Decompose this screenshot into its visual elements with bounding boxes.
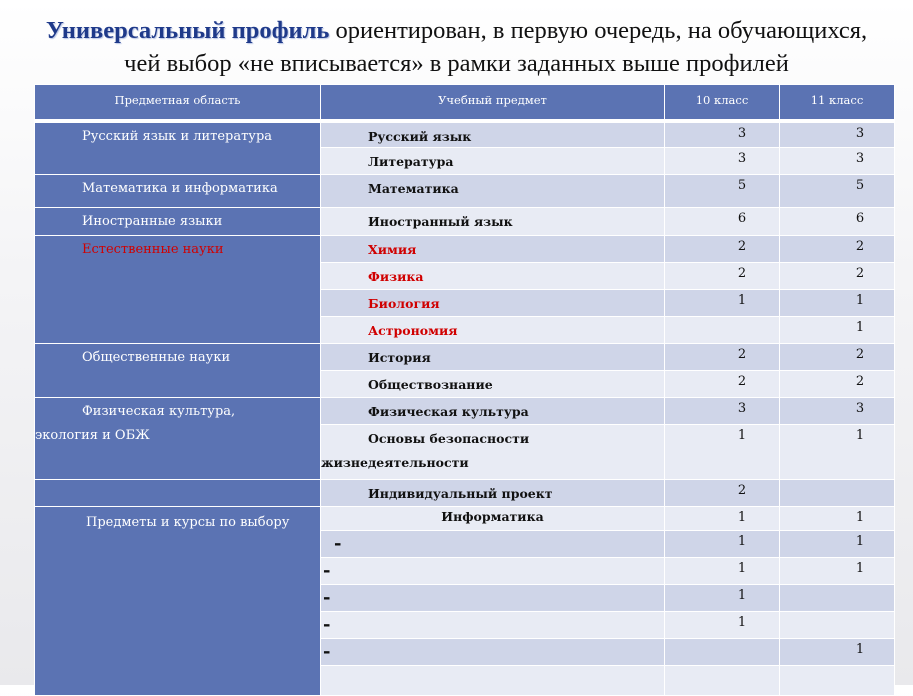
grade-11-cell	[780, 612, 895, 639]
subject-cell: -	[321, 639, 665, 666]
grade-10-cell: 6	[665, 208, 780, 236]
subject-cell: -	[321, 612, 665, 639]
area-russian: Русский язык и литература	[35, 121, 321, 175]
table-row	[35, 121, 895, 148]
subject-cell: Физическая культура	[321, 398, 665, 425]
empty-cell	[321, 666, 665, 696]
table-row	[35, 208, 895, 236]
grade-11-cell: 1	[780, 507, 895, 531]
grade-11-cell	[780, 480, 895, 507]
grade-10-cell	[665, 639, 780, 666]
grade-11-cell: 5	[780, 175, 895, 208]
area-foreign: Иностранные языки	[35, 208, 321, 236]
subject-cell: Индивидуальный проект	[321, 480, 665, 507]
grade-11-cell: 2	[780, 344, 895, 371]
grade-10-cell: 1	[665, 425, 780, 480]
grade-11-cell	[780, 585, 895, 612]
grade-10-cell: 1	[665, 585, 780, 612]
subject-cell: Астрономия	[321, 317, 665, 344]
area-physical-line-2: экология и ОБЖ	[35, 428, 150, 443]
grade-10-cell: 5	[665, 175, 780, 208]
area-physical	[35, 398, 321, 480]
grade-11-cell: 6	[780, 208, 895, 236]
grade-10-cell: 2	[665, 480, 780, 507]
grade-10-cell: 1	[665, 507, 780, 531]
subject-cell: История	[321, 344, 665, 371]
subject-line-1: Основы безопасности	[368, 431, 530, 446]
subject-cell: -	[321, 531, 665, 558]
grade-11-cell: 1	[780, 558, 895, 585]
subject-cell: -	[321, 558, 665, 585]
table-row	[35, 507, 895, 531]
subject-cell: Литература	[321, 148, 665, 175]
grade-11-cell: 3	[780, 398, 895, 425]
subject-cell: Физика	[321, 263, 665, 290]
grade-10-cell: 2	[665, 371, 780, 398]
subject-cell: -	[321, 585, 665, 612]
grade-11-cell: 1	[780, 425, 895, 480]
grade-10-cell: 1	[665, 612, 780, 639]
table-row	[35, 175, 895, 208]
subject-cell	[321, 425, 665, 480]
grade-10-cell: 2	[665, 344, 780, 371]
header-subject: Учебный предмет	[321, 85, 665, 121]
subject-cell: Информатика	[321, 507, 665, 531]
title-rest: ориентирован, в первую очередь, на обучающихся,	[329, 17, 868, 44]
area-electives: Предметы и курсы по выбору	[35, 507, 321, 696]
grade-11-cell: 2	[780, 263, 895, 290]
grade-10-cell: 3	[665, 148, 780, 175]
grade-11-cell: 1	[780, 639, 895, 666]
grade-11-cell: 2	[780, 236, 895, 263]
grade-11-cell: 1	[780, 531, 895, 558]
header-grade-10: 10 класс	[665, 85, 780, 121]
header-grade-11: 11 класс	[780, 85, 895, 121]
table-row	[35, 236, 895, 263]
header-row	[35, 85, 895, 121]
grade-10-cell: 1	[665, 290, 780, 317]
subject-line-2: жизнедеятельности	[321, 455, 469, 470]
subject-cell: Математика	[321, 175, 665, 208]
subject-cell: Биология	[321, 290, 665, 317]
title-line-2: чей выбор «не вписывается» в рамки заданных выше профилей	[124, 50, 789, 77]
grade-10-cell: 2	[665, 236, 780, 263]
area-social: Общественные науки	[35, 344, 321, 398]
header-area: Предметная область	[35, 85, 321, 121]
grade-10-cell: 3	[665, 398, 780, 425]
empty-cell	[665, 666, 780, 696]
grade-11-cell: 3	[780, 121, 895, 148]
subject-cell: Иностранный язык	[321, 208, 665, 236]
grade-11-cell: 1	[780, 290, 895, 317]
grade-10-cell	[665, 317, 780, 344]
empty-cell	[780, 666, 895, 696]
subject-cell: Русский язык	[321, 121, 665, 148]
subject-cell: Обществознание	[321, 371, 665, 398]
subject-cell: Химия	[321, 236, 665, 263]
curriculum-table	[34, 84, 895, 696]
slide-title	[0, 14, 913, 80]
table-row	[35, 344, 895, 371]
grade-10-cell: 3	[665, 121, 780, 148]
table-row	[35, 398, 895, 425]
title-accent: Универсальный профиль	[45, 17, 330, 44]
grade-11-cell: 1	[780, 317, 895, 344]
grade-11-cell: 2	[780, 371, 895, 398]
area-physical-line-1: Физическая культура,	[82, 404, 236, 419]
grade-11-cell: 3	[780, 148, 895, 175]
area-empty	[35, 480, 321, 507]
area-math: Математика и информатика	[35, 175, 321, 208]
area-natural: Естественные науки	[35, 236, 321, 344]
grade-10-cell: 1	[665, 558, 780, 585]
grade-10-cell: 1	[665, 531, 780, 558]
title-line-1	[0, 14, 913, 47]
grade-10-cell: 2	[665, 263, 780, 290]
table-row	[35, 480, 895, 507]
